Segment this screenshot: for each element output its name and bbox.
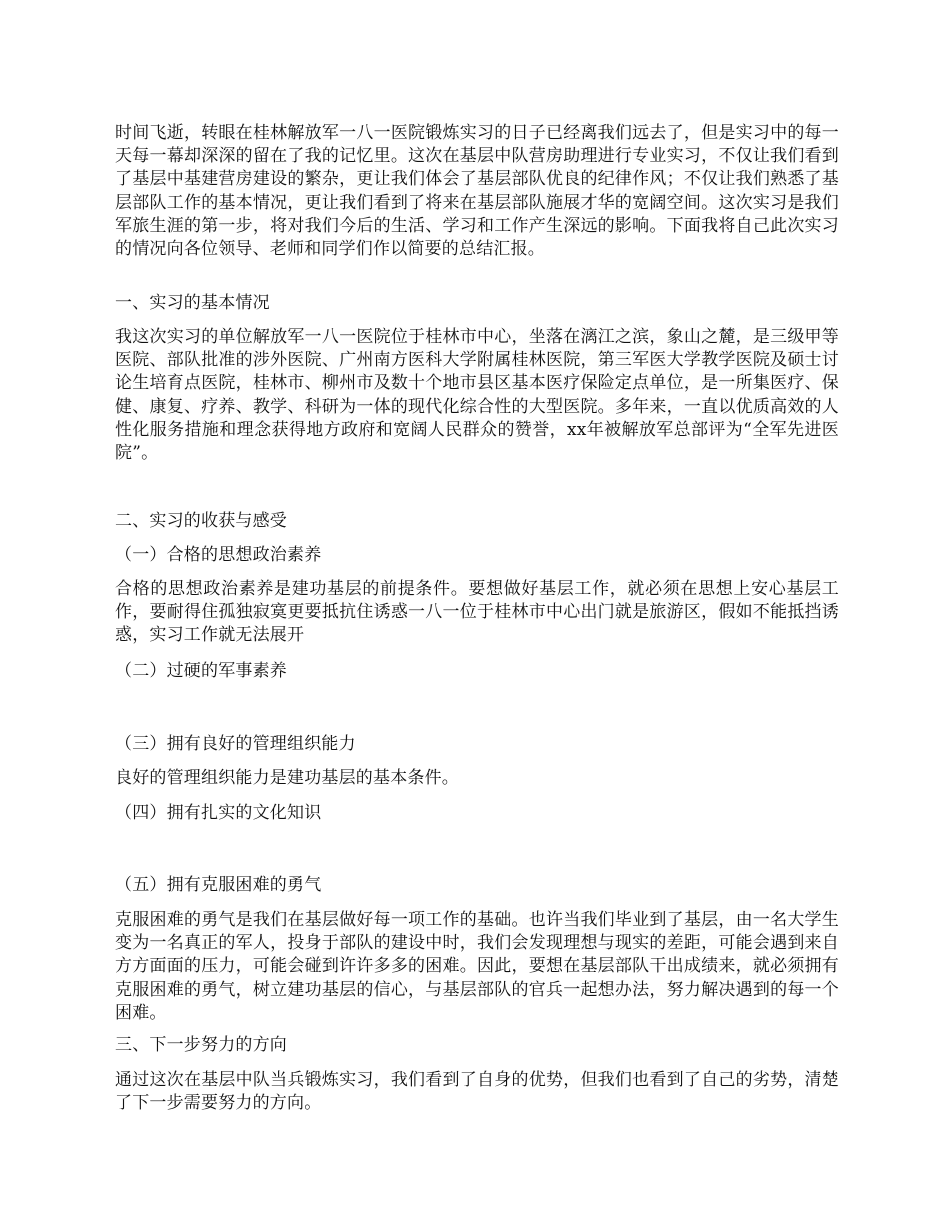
subsection-1-paragraph: 合格的思想政治素养是建功基层的前提条件。要想做好基层工作，就必须在思想上安心基层工作，要耐得住孤独寂寞更要抵抗住诱惑一八一位于桂林市中心出门就是旅游区，假如不能抵挡诱惑，实习工作就无法展开 xyxy=(115,579,839,646)
subsection-5-paragraph: 克服困难的勇气是我们在基层做好每一项工作的基础。也许当我们毕业到了基层，由一名大学生变为一名真正的军人，投身于部队的建设中时，我们会发现理想与现实的差距，可能会遇到来自方方面面的压力，可能会碰到许许多多的困难。因此，要想在基层部队干出成绩来，就必须拥有克服困难的勇气，树立建功基层的信心，与基层部队的官兵一起想办法，努力解决遇到的每一个困难。 xyxy=(115,910,839,1023)
subsection-3-heading: （三）拥有良好的管理组织能力 xyxy=(115,734,356,754)
subsection-5-heading: （五）拥有克服困难的勇气 xyxy=(115,875,322,895)
section-2-heading: 二、实习的收获与感受 xyxy=(115,511,287,531)
subsection-1-heading: （一）合格的思想政治素养 xyxy=(115,545,322,565)
subsection-3-paragraph: 良好的管理组织能力是建功基层的基本条件。 xyxy=(115,768,459,788)
subsection-4-heading: （四）拥有扎实的文化知识 xyxy=(115,803,322,823)
section-1-paragraph: 我这次实习的单位解放军一八一医院位于桂林市中心，坐落在漓江之滨，象山之麓，是三级甲等医院、部队批准的涉外医院、广州南方医科大学附属桂林医院，第三军医大学教学医院及硕士讨论生培育点医院，桂林市、柳州市及数十个地市县区基本医疗保险定点单位，是一所集医疗、保健、康复、疗养、教学、科研为一体的现代化综合性的大型医院。多年来，一直以优质高效的人性化服务措施和理念获得地方政府和宽阔人民群众的赞誉，xx年被解放军总部评为“全军先进医院”。 xyxy=(115,327,839,464)
section-3-paragraph: 通过这次在基层中队当兵锻炼实习，我们看到了自身的优势，但我们也看到了自己的劣势，清楚了下一步需要努力的方向。 xyxy=(115,1070,839,1114)
intro-paragraph: 时间飞逝，转眼在桂林解放军一八一医院锻炼实习的日子已经离我们远去了，但是实习中的每一天每一幕却深深的留在了我的记忆里。这次在基层中队营房助理进行专业实习，不仅让我们看到了基层中基建营房建设的繁杂，更让我们体会了基层部队优良的纪律作风；不仅让我们熟悉了基层部队工作的基本情况，更让我们看到了将来在基层部队施展才华的宽阔空间。这次实习是我们军旅生涯的第一步，将对我们今后的生活、学习和工作产生深远的影响。下面我将自己此次实习的情况向各位领导、老师和同学们作以简要的总结汇报。 xyxy=(115,123,839,260)
section-1-heading: 一、实习的基本情况 xyxy=(115,293,270,313)
section-3-heading: 三、下一步努力的方向 xyxy=(115,1035,287,1055)
subsection-2-heading: （二）过硬的军事素养 xyxy=(115,661,287,681)
